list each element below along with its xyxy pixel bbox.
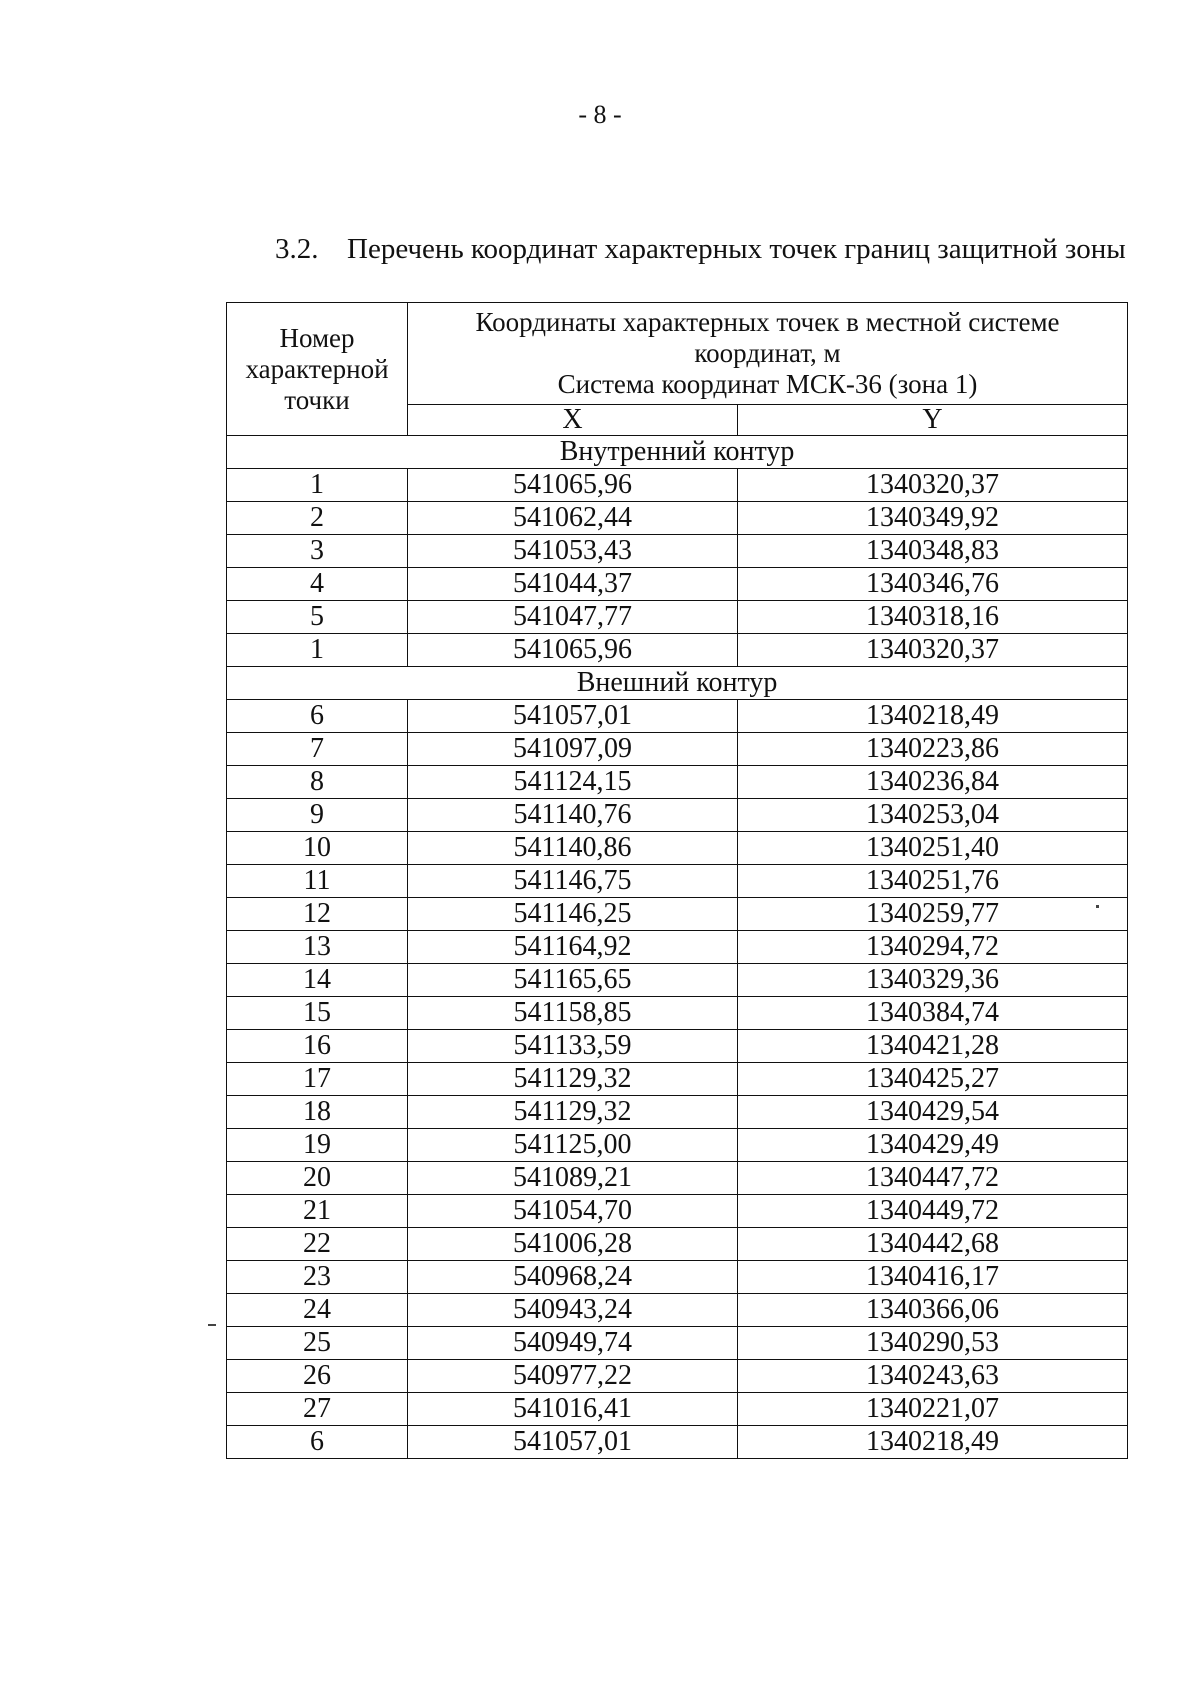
y-coordinate-cell: 1340221,07 xyxy=(738,1393,1128,1426)
point-number-cell: 24 xyxy=(227,1294,408,1327)
y-coordinate-cell: 1340251,76 xyxy=(738,865,1128,898)
point-header-line: точки xyxy=(284,384,350,415)
x-coordinate-cell: 541158,85 xyxy=(408,997,738,1030)
table-row xyxy=(227,469,1128,502)
point-number-cell: 19 xyxy=(227,1129,408,1162)
point-number-cell: 1 xyxy=(227,634,408,667)
table-row xyxy=(227,1063,1128,1096)
y-coordinate-cell: 1340253,04 xyxy=(738,799,1128,832)
section-title: Внутренний контур xyxy=(227,436,1128,469)
point-number-cell: 21 xyxy=(227,1195,408,1228)
point-header-line: характерной xyxy=(245,353,389,384)
section-row xyxy=(227,436,1128,469)
section-row xyxy=(227,667,1128,700)
point-number-cell: 26 xyxy=(227,1360,408,1393)
coordinates-table xyxy=(226,302,1128,1459)
point-number-cell: 11 xyxy=(227,865,408,898)
table-row xyxy=(227,898,1128,931)
point-number-cell: 25 xyxy=(227,1327,408,1360)
table-row xyxy=(227,1162,1128,1195)
scan-speck xyxy=(208,1324,216,1326)
y-coordinate-cell: 1340259,77 xyxy=(738,898,1128,931)
y-coordinate-cell: 1340329,36 xyxy=(738,964,1128,997)
y-coordinate-cell: 1340223,86 xyxy=(738,733,1128,766)
y-coordinate-cell: 1340320,37 xyxy=(738,634,1128,667)
section-number: 3.2. xyxy=(275,233,319,265)
point-number-cell: 10 xyxy=(227,832,408,865)
point-number-cell: 18 xyxy=(227,1096,408,1129)
table-row xyxy=(227,997,1128,1030)
x-coordinate-cell: 541089,21 xyxy=(408,1162,738,1195)
x-coordinate-cell: 541057,01 xyxy=(408,1426,738,1459)
table-row xyxy=(227,1294,1128,1327)
table-row xyxy=(227,634,1128,667)
x-coordinate-cell: 541044,37 xyxy=(408,568,738,601)
table-row xyxy=(227,1261,1128,1294)
x-coordinate-cell: 541125,00 xyxy=(408,1129,738,1162)
y-coordinate-cell: 1340366,06 xyxy=(738,1294,1128,1327)
point-number-cell: 6 xyxy=(227,1426,408,1459)
table-row xyxy=(227,931,1128,964)
y-coordinate-cell: 1340218,49 xyxy=(738,700,1128,733)
x-coordinate-cell: 541053,43 xyxy=(408,535,738,568)
section-title: Внешний контур xyxy=(227,667,1128,700)
page-number: - 8 - xyxy=(578,100,622,129)
x-coordinate-cell: 541146,75 xyxy=(408,865,738,898)
y-coordinate-cell: 1340290,53 xyxy=(738,1327,1128,1360)
point-number-cell: 2 xyxy=(227,502,408,535)
point-number-cell: 17 xyxy=(227,1063,408,1096)
table-body xyxy=(227,436,1128,1459)
table-row xyxy=(227,799,1128,832)
table-row xyxy=(227,1096,1128,1129)
table-row xyxy=(227,733,1128,766)
x-coordinate-cell: 540968,24 xyxy=(408,1261,738,1294)
y-coordinate-cell: 1340384,74 xyxy=(738,997,1128,1030)
y-coordinate-cell: 1340449,72 xyxy=(738,1195,1128,1228)
x-coordinate-cell: 541097,09 xyxy=(408,733,738,766)
table-row xyxy=(227,601,1128,634)
point-number-cell: 7 xyxy=(227,733,408,766)
x-coordinate-cell: 541054,70 xyxy=(408,1195,738,1228)
x-coordinate-cell: 541165,65 xyxy=(408,964,738,997)
x-coordinate-cell: 541164,92 xyxy=(408,931,738,964)
point-header-line: Номер xyxy=(279,322,355,353)
y-header: Y xyxy=(738,405,1128,436)
table-row xyxy=(227,865,1128,898)
x-coordinate-cell: 540949,74 xyxy=(408,1327,738,1360)
point-number-header xyxy=(227,303,408,436)
table-row xyxy=(227,535,1128,568)
table-row xyxy=(227,568,1128,601)
table-row xyxy=(227,1195,1128,1228)
y-coordinate-cell: 1340236,84 xyxy=(738,766,1128,799)
x-coordinate-cell: 541129,32 xyxy=(408,1096,738,1129)
x-coordinate-cell: 540943,24 xyxy=(408,1294,738,1327)
x-coordinate-cell: 541140,86 xyxy=(408,832,738,865)
point-number-cell: 12 xyxy=(227,898,408,931)
x-coordinate-cell: 541016,41 xyxy=(408,1393,738,1426)
coords-header-line: координат, м xyxy=(694,338,841,368)
table-header-row xyxy=(227,303,1128,405)
y-coordinate-cell: 1340346,76 xyxy=(738,568,1128,601)
point-number-cell: 22 xyxy=(227,1228,408,1261)
coords-header-line: Координаты характерных точек в местной системе xyxy=(475,307,1060,337)
y-coordinate-cell: 1340416,17 xyxy=(738,1261,1128,1294)
table-row xyxy=(227,1327,1128,1360)
point-number-cell: 1 xyxy=(227,469,408,502)
point-number-cell: 23 xyxy=(227,1261,408,1294)
x-coordinate-cell: 541006,28 xyxy=(408,1228,738,1261)
point-number-cell: 3 xyxy=(227,535,408,568)
x-coordinate-cell: 541047,77 xyxy=(408,601,738,634)
x-coordinate-cell: 541140,76 xyxy=(408,799,738,832)
x-header: X xyxy=(408,405,738,436)
point-number-cell: 20 xyxy=(227,1162,408,1195)
table-row xyxy=(227,1129,1128,1162)
y-coordinate-cell: 1340251,40 xyxy=(738,832,1128,865)
point-number-cell: 9 xyxy=(227,799,408,832)
table-row xyxy=(227,1030,1128,1063)
x-coordinate-cell: 541057,01 xyxy=(408,700,738,733)
point-number-cell: 27 xyxy=(227,1393,408,1426)
x-coordinate-cell: 541124,15 xyxy=(408,766,738,799)
point-number-cell: 13 xyxy=(227,931,408,964)
table-row xyxy=(227,1426,1128,1459)
y-coordinate-cell: 1340320,37 xyxy=(738,469,1128,502)
point-number-cell: 6 xyxy=(227,700,408,733)
x-coordinate-cell: 541065,96 xyxy=(408,634,738,667)
section-title: Перечень координат характерных точек границ защитной зоны xyxy=(347,233,1126,265)
coordinates-header xyxy=(408,303,1128,405)
point-number-cell: 14 xyxy=(227,964,408,997)
y-coordinate-cell: 1340429,49 xyxy=(738,1129,1128,1162)
table-row xyxy=(227,964,1128,997)
point-number-cell: 8 xyxy=(227,766,408,799)
point-number-cell: 5 xyxy=(227,601,408,634)
y-coordinate-cell: 1340349,92 xyxy=(738,502,1128,535)
y-coordinate-cell: 1340447,72 xyxy=(738,1162,1128,1195)
x-coordinate-cell: 541129,32 xyxy=(408,1063,738,1096)
y-coordinate-cell: 1340442,68 xyxy=(738,1228,1128,1261)
table-row xyxy=(227,832,1128,865)
table-row xyxy=(227,502,1128,535)
coords-header-line: Система координат МСК-36 (зона 1) xyxy=(557,369,978,399)
y-coordinate-cell: 1340294,72 xyxy=(738,931,1128,964)
table-row xyxy=(227,1228,1128,1261)
x-coordinate-cell: 541133,59 xyxy=(408,1030,738,1063)
table-row xyxy=(227,700,1128,733)
section-heading xyxy=(275,233,1126,266)
table-row xyxy=(227,766,1128,799)
y-coordinate-cell: 1340425,27 xyxy=(738,1063,1128,1096)
x-coordinate-cell: 541146,25 xyxy=(408,898,738,931)
point-number-cell: 4 xyxy=(227,568,408,601)
scan-speck xyxy=(1096,905,1099,908)
y-coordinate-cell: 1340218,49 xyxy=(738,1426,1128,1459)
y-coordinate-cell: 1340429,54 xyxy=(738,1096,1128,1129)
table-row xyxy=(227,1393,1128,1426)
x-coordinate-cell: 541065,96 xyxy=(408,469,738,502)
y-coordinate-cell: 1340348,83 xyxy=(738,535,1128,568)
point-number-cell: 16 xyxy=(227,1030,408,1063)
x-coordinate-cell: 541062,44 xyxy=(408,502,738,535)
x-coordinate-cell: 540977,22 xyxy=(408,1360,738,1393)
y-coordinate-cell: 1340243,63 xyxy=(738,1360,1128,1393)
y-coordinate-cell: 1340318,16 xyxy=(738,601,1128,634)
y-coordinate-cell: 1340421,28 xyxy=(738,1030,1128,1063)
point-number-cell: 15 xyxy=(227,997,408,1030)
table-row xyxy=(227,1360,1128,1393)
